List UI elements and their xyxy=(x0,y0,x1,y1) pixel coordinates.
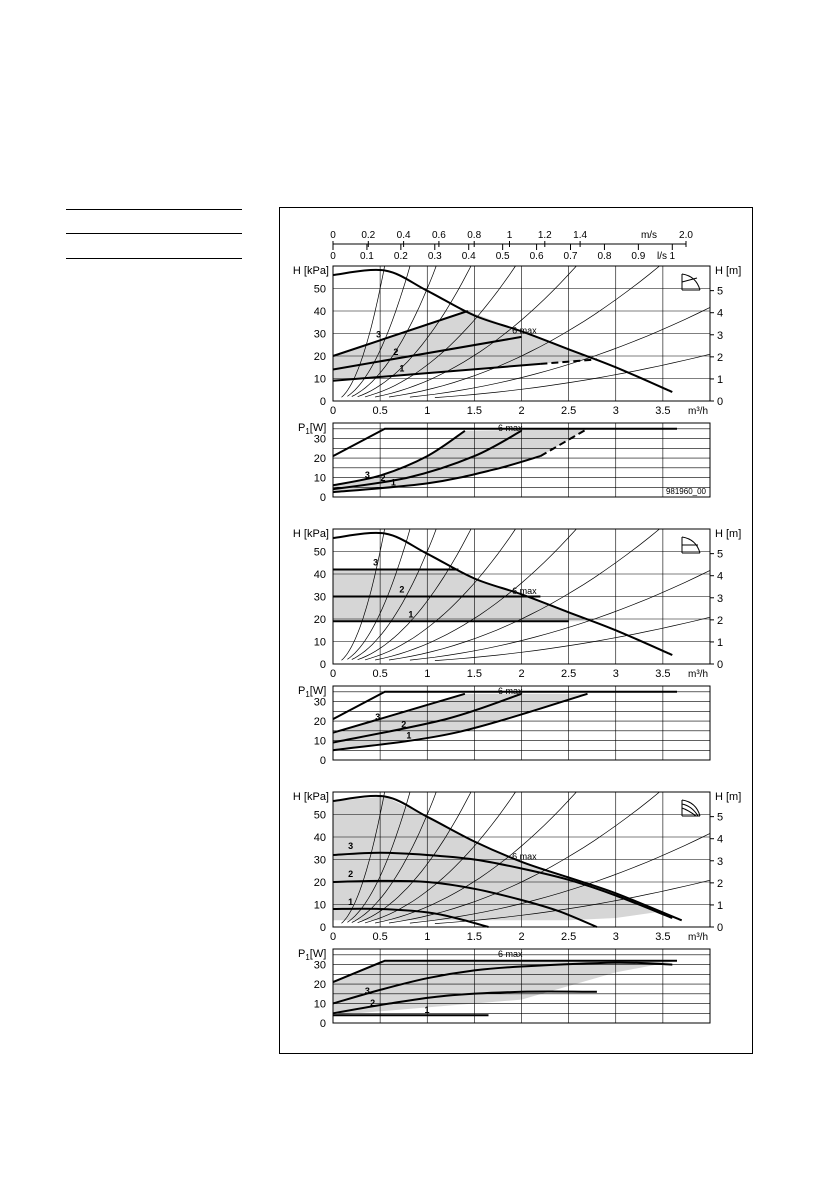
flow-ls-tick-label: 0.8 xyxy=(597,251,612,262)
max-power-label: 6 max xyxy=(497,949,523,959)
velocity-tick-label: 0.8 xyxy=(467,230,482,241)
x-tick-label: 0 xyxy=(329,405,337,417)
velocity-tick-label: 2.0 xyxy=(679,230,693,241)
x-tick-label: 2 xyxy=(518,668,525,680)
h-m-axis-label: H [m] xyxy=(715,791,742,803)
x-tick-label: 3.5 xyxy=(655,931,671,943)
velocity-tick-label: 1 xyxy=(506,230,513,241)
h-m-tick-label: 4 xyxy=(717,570,724,583)
h-kpa-tick-label: 40 xyxy=(313,306,326,318)
x-unit-label: m³/h xyxy=(688,669,708,680)
h-m-tick-label: 1 xyxy=(717,636,724,649)
power-chart xyxy=(298,422,710,504)
flow-ls-tick-label: 0.1 xyxy=(359,251,374,262)
p-tick-label: 0 xyxy=(319,755,326,767)
p-axis-label: $P_1[W]$ xyxy=(298,422,327,436)
h-m-tick-label: 2 xyxy=(717,614,724,627)
x-tick-label: 1.5 xyxy=(466,668,483,680)
power-chart xyxy=(298,948,710,1030)
h-kpa-tick-label: 40 xyxy=(313,569,326,581)
h-m-tick-label: 0 xyxy=(717,659,724,671)
flow-ls-unit-label: l/s xyxy=(657,251,667,262)
h-kpa-tick-label: 20 xyxy=(313,877,326,889)
h-kpa-tick-label: 10 xyxy=(313,636,326,649)
h-m-tick-label: 5 xyxy=(717,548,724,561)
p-tick-label: 0 xyxy=(319,492,326,504)
h-kpa-tick-label: 50 xyxy=(313,546,326,559)
p-tick-label: 30 xyxy=(313,959,326,972)
flow-ls-tick-label: 1 xyxy=(669,251,676,262)
h-m-tick-label: 4 xyxy=(717,833,724,846)
flow-ls-tick-label: 0 xyxy=(330,251,336,262)
p-axis-label: $P_1[W]$ xyxy=(298,948,327,962)
head-curve-label: 2 xyxy=(399,584,405,595)
head-curve-label: 1 xyxy=(348,897,354,907)
h-kpa-axis-label: H [kPa] xyxy=(292,791,329,803)
h-m-tick-label: 5 xyxy=(717,285,724,298)
h-kpa-tick-label: 20 xyxy=(313,351,326,363)
head-curve-label: 1 xyxy=(399,363,405,374)
velocity-tick-label: 0.4 xyxy=(396,230,411,241)
icon-curve xyxy=(682,274,700,290)
p-tick-label: 10 xyxy=(313,735,326,748)
panel-constant-pressure xyxy=(293,528,741,767)
velocity-tick-label: 0.2 xyxy=(361,230,376,241)
flow-ls-tick-label: 0.2 xyxy=(393,251,408,262)
h-kpa-tick-label: 50 xyxy=(313,283,326,296)
x-tick-label: 3 xyxy=(612,405,619,417)
control-mode-icon xyxy=(682,537,700,553)
operating-range-area xyxy=(333,570,592,622)
x-tick-label: 2.5 xyxy=(560,931,577,943)
velocity-tick-label: 0.6 xyxy=(431,230,446,241)
max-curve-label: 6 max xyxy=(512,851,537,862)
h-kpa-tick-label: 40 xyxy=(313,832,326,844)
control-mode-icon xyxy=(682,800,700,816)
x-tick-label: 2 xyxy=(518,931,525,943)
power-chart xyxy=(298,685,710,767)
h-kpa-axis-label: H [kPa] xyxy=(292,265,329,277)
h-m-tick-label: 3 xyxy=(717,329,724,342)
h-m-tick-label: 2 xyxy=(717,877,724,890)
x-unit-label: m³/h xyxy=(688,932,708,943)
h-kpa-tick-label: 30 xyxy=(313,854,326,867)
h-m-tick-label: 0 xyxy=(717,922,724,934)
h-kpa-tick-label: 50 xyxy=(313,809,326,822)
flow-ls-tick-label: 0.5 xyxy=(495,251,510,262)
power-curve-label: 3 xyxy=(364,986,370,997)
h-m-tick-label: 2 xyxy=(717,351,724,364)
h-kpa-tick-label: 30 xyxy=(313,328,326,341)
p-tick-label: 10 xyxy=(313,472,326,485)
x-tick-label: 1.5 xyxy=(466,931,483,943)
x-tick-label: 2.5 xyxy=(560,668,577,680)
figure-code: 981960_00 xyxy=(665,487,706,496)
x-tick-label: 0 xyxy=(329,931,337,943)
x-tick-label: 2.5 xyxy=(560,405,577,417)
velocity-tick-label: 0 xyxy=(330,230,336,241)
operating-range-area xyxy=(333,797,663,921)
x-tick-label: 1 xyxy=(424,931,431,943)
velocity-unit-label: m/s xyxy=(640,230,658,241)
h-kpa-tick-label: 10 xyxy=(313,899,326,912)
x-tick-label: 3.5 xyxy=(655,668,671,680)
velocity-tick-label: 1.2 xyxy=(537,230,552,241)
h-kpa-tick-label: 0 xyxy=(319,922,326,934)
panel-proportional-pressure xyxy=(293,265,741,504)
x-tick-label: 0.5 xyxy=(372,931,388,943)
flow-ls-tick-label: 0.9 xyxy=(631,251,646,262)
flow-ls-tick-label: 0.3 xyxy=(427,251,442,262)
max-curve-label: 6 max xyxy=(512,325,537,336)
p-tick-label: 30 xyxy=(313,433,326,446)
h-kpa-tick-label: 10 xyxy=(313,373,326,386)
power-curve-label: 1 xyxy=(390,477,396,488)
head-curve-label: 2 xyxy=(348,868,354,879)
x-tick-label: 3.5 xyxy=(655,405,671,417)
head-curve-label: 3 xyxy=(348,840,354,851)
h-m-tick-label: 4 xyxy=(717,307,724,320)
x-tick-label: 1 xyxy=(424,405,431,417)
power-curve-label: 2 xyxy=(380,472,386,483)
flow-ls-tick-label: 0.7 xyxy=(563,251,578,262)
h-kpa-tick-label: 0 xyxy=(319,659,326,671)
head-chart xyxy=(293,791,741,943)
x-tick-label: 0 xyxy=(329,668,337,680)
flow-ls-tick-label: 0.4 xyxy=(461,251,476,262)
power-curve-label: 1 xyxy=(424,1005,430,1016)
p-tick-label: 0 xyxy=(319,1018,326,1030)
velocity-tick-label: 1.4 xyxy=(573,230,588,241)
control-mode-icon xyxy=(682,274,700,290)
max-curve-label: 6 max xyxy=(512,586,537,596)
top-axes xyxy=(330,230,693,262)
head-chart xyxy=(293,265,741,417)
h-kpa-tick-label: 20 xyxy=(313,614,326,626)
h-kpa-tick-label: 0 xyxy=(319,396,326,408)
x-tick-label: 3 xyxy=(612,668,619,680)
x-tick-label: 2 xyxy=(518,405,525,417)
power-curve-label: 3 xyxy=(375,712,381,723)
x-tick-label: 0.5 xyxy=(372,405,388,417)
h-m-tick-label: 0 xyxy=(717,396,724,408)
x-unit-label: m³/h xyxy=(688,406,708,417)
p-axis-label: $P_1[W]$ xyxy=(298,685,327,699)
p-tick-label: 20 xyxy=(313,979,326,992)
head-curve-label: 3 xyxy=(373,557,379,568)
h-m-tick-label: 3 xyxy=(717,592,724,605)
h-m-tick-label: 1 xyxy=(717,373,724,386)
head-curve-label: 3 xyxy=(376,329,382,340)
p-tick-label: 30 xyxy=(313,696,326,709)
h-m-tick-label: 1 xyxy=(717,899,724,912)
max-power-label: 6 max xyxy=(497,423,523,433)
flow-ls-tick-label: 0.6 xyxy=(529,251,544,262)
x-tick-label: 1 xyxy=(424,668,431,680)
x-tick-label: 1.5 xyxy=(466,405,483,417)
panel-constant-curve xyxy=(293,791,741,1030)
power-curve-label: 2 xyxy=(370,997,376,1008)
h-m-tick-label: 3 xyxy=(717,855,724,868)
p-tick-label: 20 xyxy=(313,716,326,729)
power-curve-label: 2 xyxy=(401,719,407,730)
power-curve-label: 3 xyxy=(364,469,370,480)
x-tick-label: 3 xyxy=(612,931,619,943)
h-m-tick-label: 5 xyxy=(717,811,724,824)
head-chart xyxy=(293,528,741,680)
power-curve-label: 1 xyxy=(406,730,412,741)
x-tick-label: 0.5 xyxy=(372,668,388,680)
h-kpa-tick-label: 30 xyxy=(313,591,326,604)
max-power-label: 6 max xyxy=(497,686,523,696)
head-curve-label: 1 xyxy=(408,609,414,620)
h-m-axis-label: H [m] xyxy=(715,528,742,540)
head-curve-label: 2 xyxy=(393,347,399,358)
p-tick-label: 20 xyxy=(313,453,326,466)
h-m-axis-label: H [m] xyxy=(715,265,742,277)
p-tick-label: 10 xyxy=(313,998,326,1011)
h-kpa-axis-label: H [kPa] xyxy=(292,528,329,540)
